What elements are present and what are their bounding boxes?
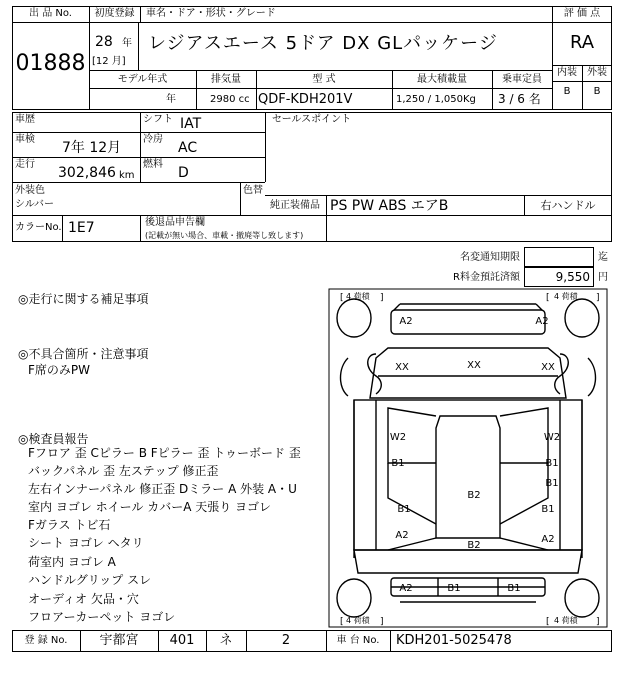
score-label: 評 価 点 xyxy=(563,8,601,19)
displacement-value: 2980 cc xyxy=(210,94,250,105)
damage-mark: B1 xyxy=(507,583,521,594)
equipment-value: PS PW ABS エアB xyxy=(330,198,449,214)
inspector-line: 室内 ヨゴレ ホイール カバーA 天張り ヨゴレ xyxy=(28,500,272,514)
corner-label-text: 4 荷積 xyxy=(554,292,578,301)
first-reg-month: [12 月] xyxy=(92,56,126,67)
color-no-label: カラーNo. xyxy=(15,222,62,233)
recycle-label: R料金預託済額 xyxy=(453,272,520,283)
inspection-value: 7年 12月 xyxy=(62,140,122,156)
corner-label: ] xyxy=(380,293,384,303)
damage-mark: A2 xyxy=(399,583,413,594)
handle-value: 右ハンドル xyxy=(540,199,596,212)
front-left-wheel xyxy=(337,299,371,337)
front-body xyxy=(370,348,566,398)
car-name: レジアスエース 5ドア DX GLパッケージ xyxy=(148,33,498,54)
driving-notes-title: ◎走行に関する補足事項 xyxy=(18,292,149,306)
reg-place: 宇都宮 xyxy=(99,633,139,648)
lot-no: 01888 xyxy=(15,51,86,76)
shift-value: IAT xyxy=(180,116,202,132)
car-damage-diagram xyxy=(328,288,608,628)
damage-mark: A2 xyxy=(541,534,555,545)
corner-label: ] xyxy=(596,617,600,627)
damage-mark: XX xyxy=(541,362,555,373)
first-reg-year: 28 xyxy=(95,34,113,50)
damage-mark: B1 xyxy=(447,583,461,594)
aftermarket-note: (記載が無い場合、車載・撤廃等し致します) xyxy=(145,231,304,240)
mileage-value: 302,846 xyxy=(58,165,116,181)
inspection-label: 車検 xyxy=(15,134,35,145)
max-load-value: 1,250 / 1,050Kg xyxy=(396,94,476,105)
interior-score: B xyxy=(563,86,571,97)
inspector-line: ハンドルグリップ スレ xyxy=(28,573,152,587)
exterior-color-label: 外装色 xyxy=(15,185,45,196)
chassis-label: 車 台 No. xyxy=(336,635,380,646)
reg-no-label: 登 録 No. xyxy=(24,635,68,646)
inspector-line: バックパネル 歪 左ステップ 修正歪 xyxy=(28,464,219,478)
rear-left-wheel xyxy=(337,579,371,617)
car-name-label: 車名・ドア・形状・グレード xyxy=(146,8,276,19)
front-right-wheel xyxy=(565,299,599,337)
corner-label: [ xyxy=(546,617,550,627)
damage-mark: W2 xyxy=(389,432,407,443)
sales-point-label: セールスポイント xyxy=(272,114,352,125)
mileage-label: 走行 xyxy=(15,159,35,170)
aftermarket-label: 後退品申告欄 xyxy=(145,217,205,228)
lot-no-label: 出 品 No. xyxy=(29,8,72,19)
name-change-label: 名変通知期限 xyxy=(460,252,520,263)
damage-mark: XX xyxy=(467,360,481,371)
corner-label-text: 4 荷積 xyxy=(346,616,370,625)
fuel-value: D xyxy=(178,165,189,181)
color-no-value: 1E7 xyxy=(68,220,95,236)
first-reg-year-unit: 年 xyxy=(122,38,132,49)
repaint-label: 色替 xyxy=(243,185,263,196)
capacity-label: 乗車定員 xyxy=(502,74,542,85)
reg-class: 401 xyxy=(169,633,195,648)
max-load-label: 最大積載量 xyxy=(417,74,467,85)
exterior-label: 外装 xyxy=(587,67,607,78)
type-label: 型 式 xyxy=(312,74,336,85)
capacity-value: 3 / 6 名 xyxy=(498,92,541,106)
exterior-score: B xyxy=(593,86,601,97)
damage-mark: W2 xyxy=(543,432,561,443)
front-bumper xyxy=(391,310,545,334)
type-value: QDF-KDH201V xyxy=(258,92,353,107)
damage-mark: B1 xyxy=(541,504,555,515)
name-change-box xyxy=(524,247,594,267)
fuel-label: 燃料 xyxy=(143,159,163,170)
reg-number: 2 xyxy=(281,633,291,648)
damage-mark: A2 xyxy=(395,530,409,541)
shift-label: シフト xyxy=(143,114,173,125)
corner-label: [ xyxy=(546,293,550,303)
inspector-line: 荷室内 ヨゴレ A xyxy=(28,555,116,569)
recycle-unit: 円 xyxy=(598,272,608,283)
corner-label: [ xyxy=(340,617,344,627)
cooling-label: 冷房 xyxy=(143,134,163,145)
name-change-unit: 迄 xyxy=(598,252,608,263)
first-reg-label: 初度登録 xyxy=(94,8,135,19)
defect-notes-title: ◎不具合箇所・注意事項 xyxy=(18,347,149,361)
rear-right-wheel xyxy=(565,579,599,617)
inspector-line: Fガラス トビ石 xyxy=(28,518,111,532)
damage-mark: B1 xyxy=(545,458,559,469)
inspector-line: Fフロア 歪 Cピラー B Fピラー 歪 トゥーボード 歪 xyxy=(28,446,301,460)
history-label: 車歴 xyxy=(15,114,35,125)
damage-mark: B2 xyxy=(467,490,481,501)
reg-kana: ネ xyxy=(219,633,233,648)
inspector-line: 左右インナーパネル 修正歪 Dミラー A 外装 A・U xyxy=(28,482,297,496)
corner-label: [ xyxy=(340,293,344,303)
inspector-line: フロアーカーペット ヨゴレ xyxy=(28,610,176,624)
displacement-label: 排気量 xyxy=(211,74,241,85)
exterior-color-value: シルバー xyxy=(15,199,55,210)
roof xyxy=(436,416,500,538)
damage-mark: A2 xyxy=(399,316,413,327)
model-year-unit: 年 xyxy=(166,94,176,105)
damage-mark: B1 xyxy=(397,504,411,515)
damage-mark: XX xyxy=(395,362,409,373)
corner-label: ] xyxy=(380,617,384,627)
recycle-value: 9,550 xyxy=(555,270,590,284)
damage-mark: A2 xyxy=(535,316,549,327)
inspector-report-title: ◎検査員報告 xyxy=(18,432,89,446)
evaluation-score: RA xyxy=(569,32,595,53)
rear-body xyxy=(354,550,582,573)
interior-label: 内装 xyxy=(557,67,577,78)
corner-label: ] xyxy=(596,293,600,303)
chassis-number: KDH201-5025478 xyxy=(396,633,512,648)
corner-label-text: 4 荷積 xyxy=(554,616,578,625)
inspector-line: オーディオ 欠品・穴 xyxy=(28,592,139,606)
damage-mark: B1 xyxy=(391,458,405,469)
equipment-label: 純正装備品 xyxy=(270,200,320,211)
corner-label-text: 4 荷積 xyxy=(346,292,370,301)
damage-mark: B1 xyxy=(545,478,559,489)
model-year-label: モデル年式 xyxy=(117,74,168,85)
mileage-unit: km xyxy=(119,170,135,181)
damage-mark: B2 xyxy=(467,540,481,551)
defect-line: F席のみPW xyxy=(28,363,91,377)
cooling-value: AC xyxy=(178,140,198,156)
inspector-line: シート ヨゴレ ヘタリ xyxy=(28,536,144,550)
